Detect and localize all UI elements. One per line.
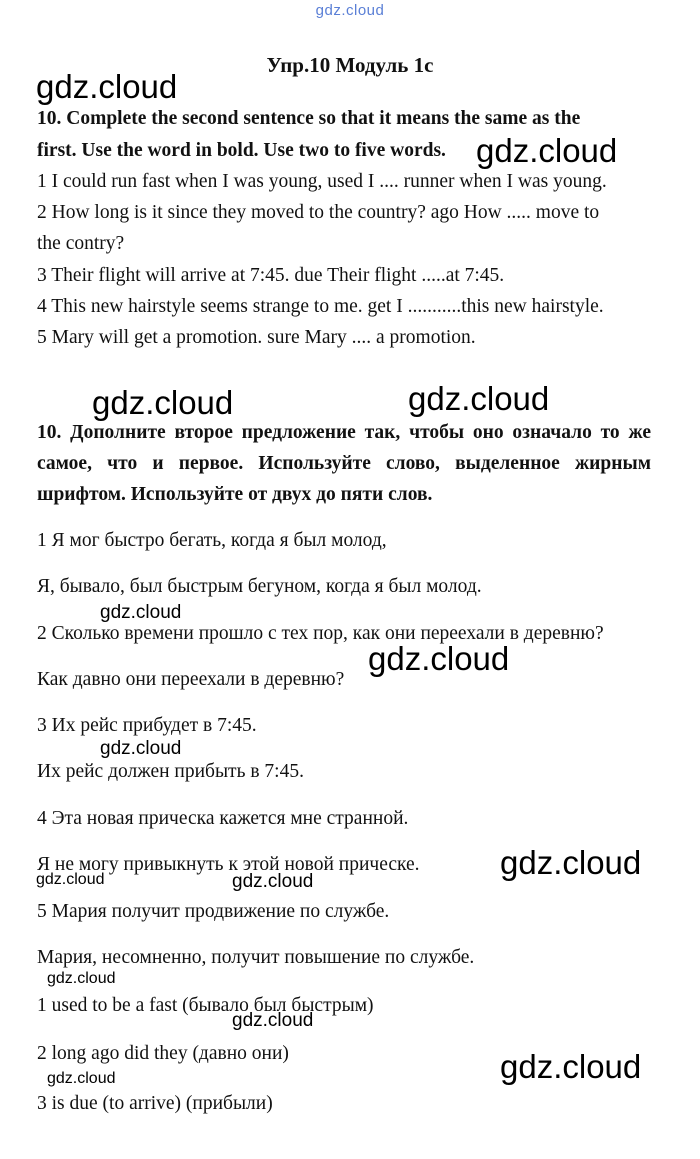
watermark: gdz.cloud bbox=[36, 871, 105, 888]
watermark: gdz.cloud bbox=[232, 1010, 314, 1031]
watermark: gdz.cloud bbox=[408, 380, 550, 417]
russian-line-5: 3 Их рейс прибудет в 7:45. bbox=[37, 715, 257, 736]
watermark: gdz.cloud bbox=[476, 132, 618, 169]
russian-line-3: 2 Сколько времени прошло с тех пор, как они переехали в деревню? bbox=[37, 623, 604, 644]
watermark: gdz.cloud bbox=[92, 384, 234, 421]
watermark: gdz.cloud bbox=[368, 640, 510, 677]
watermark: gdz.cloud bbox=[500, 1048, 642, 1085]
russian-line-7: 4 Эта новая прическа кажется мне странной. bbox=[37, 808, 409, 829]
russian-line-10: Мария, несомненно, получит повышение по службе. bbox=[37, 947, 475, 968]
watermark: gdz.cloud bbox=[100, 602, 182, 623]
russian-instruction-line-3: шрифтом. Используйте от двух до пяти слов. bbox=[37, 484, 433, 505]
english-item-2: 2 How long is it since they moved to the country? ago How ..... move to bbox=[37, 202, 600, 223]
english-instruction-line-2: first. Use the word in bold. Use two to five words. bbox=[37, 140, 446, 161]
russian-instruction-line-2: самое, что и первое. Используйте слово, выделенное жирным bbox=[37, 453, 651, 474]
russian-instruction-line-1: 10. Дополните второе предложение так, чтобы оно означало то же bbox=[37, 422, 651, 443]
english-item-1: 1 I could run fast when I was young, used I .... runner when I was young. bbox=[37, 171, 607, 192]
english-item-2-cont: the contry? bbox=[37, 233, 125, 254]
english-item-5: 5 Mary will get a promotion. sure Mary .... a promotion. bbox=[37, 327, 476, 348]
russian-line-4: Как давно они переехали в деревню? bbox=[37, 669, 345, 690]
russian-line-1: 1 Я мог быстро бегать, когда я был молод, bbox=[37, 530, 387, 551]
english-item-4: 4 This new hairstyle seems strange to me. get I ...........this new hairstyle. bbox=[37, 296, 604, 317]
watermark: gdz.cloud bbox=[100, 738, 182, 759]
page-title: Упр.10 Модуль 1с bbox=[266, 53, 434, 77]
russian-line-2: Я, бывало, был быстрым бегуном, когда я был молод. bbox=[37, 576, 482, 597]
answer-3: 3 is due (to arrive) (прибыли) bbox=[37, 1093, 273, 1114]
watermark: gdz.cloud bbox=[232, 871, 314, 892]
russian-line-9: 5 Мария получит продвижение по службе. bbox=[37, 901, 390, 922]
russian-line-8: Я не могу привыкнуть к этой новой прическе. bbox=[37, 854, 420, 875]
english-item-3: 3 Their flight will arrive at 7:45. due Their flight .....at 7:45. bbox=[37, 265, 505, 286]
watermark: gdz.cloud bbox=[36, 68, 178, 105]
watermark: gdz.cloud bbox=[47, 1070, 116, 1087]
english-instruction-line-1: 10. Complete the second sentence so that it means the same as the bbox=[37, 108, 581, 129]
site-mark: gdz.cloud bbox=[315, 2, 385, 19]
russian-line-6: Их рейс должен прибыть в 7:45. bbox=[37, 761, 304, 782]
answer-2: 2 long ago did they (давно они) bbox=[37, 1043, 289, 1064]
answer-1: 1 used to be a fast (бывало был быстрым) bbox=[37, 995, 374, 1016]
watermark: gdz.cloud bbox=[500, 844, 642, 881]
watermark: gdz.cloud bbox=[47, 970, 116, 987]
